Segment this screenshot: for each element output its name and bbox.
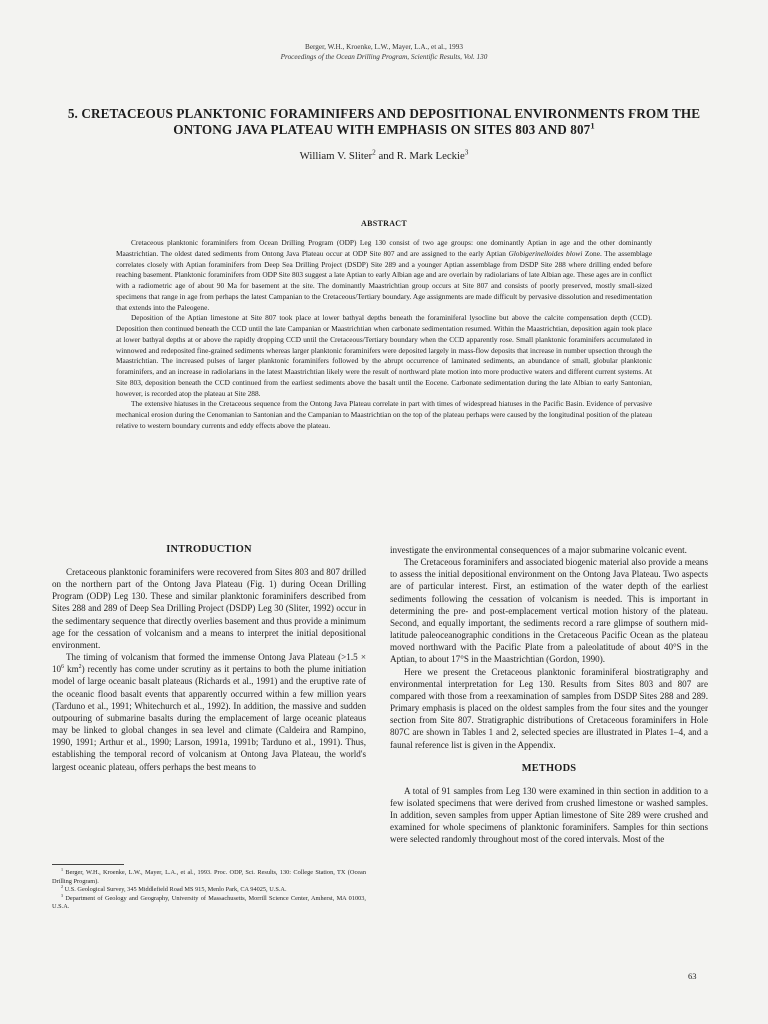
footnote-rule: [52, 864, 124, 865]
abstract-heading: ABSTRACT: [361, 219, 407, 228]
footnote-mark: 2: [61, 884, 64, 890]
introduction-heading: INTRODUCTION: [166, 544, 252, 555]
methods-paragraph-1: A total of 91 samples from Leg 130 were examined in thin section in addition to a few isolated specimens that were derived from crushed limestone or washed samples. In addition, seven samples from upper Aptian limestone of Site 289 were crushed and examined for whole specimens of planktonic foraminifers. Samples for thin sections were selected randomly throughout most of the cored intervals. Most of the: [390, 785, 708, 845]
footnotes: [52, 864, 366, 912]
intro-paragraph-3: The Cretaceous foraminifers and associated biogenic material also provide a means to assess the initial depositional environment on the Ontong Java Plateau. Two aspects are of particular interest. First, an estimation of the water depth of the earliest sediments following the cessation of volcanism is needed. This is important in determining the pre- and post-emplacement vertical motion history of the plateau. Second, and equally important, the sediments record a rare glimpse of southern mid-latitude paleoceanographic conditions in the Cretaceous Pacific Ocean as the plateau moved northward with the Pacific Plate from a paleolatitude of about 40°S in the Aptian, to about 17°S in the Maastrichtian (Gordon, 1990).: [390, 557, 708, 665]
citation-line: Berger, W.H., Kroenke, L.W., Mayer, L.A., et al., 1993: [305, 43, 463, 51]
intro-p2-part-a: The timing of volcanism that formed the immense Ontong Java Plateau (>1.5 × 10: [52, 652, 366, 675]
footnote-text: Department of Geology and Geography, University of Massachusetts, Morrill Science Center, Amherst, MA 01003, U.S.A.: [52, 894, 366, 911]
abstract-p1-part-b: Zone. The assemblage correlates closely with Aptian foraminifers from Deep Sea Drilling Project (DSDP) Site 289 and a younger Aptian assemblage from DSDP Site 288 where drilling ended before reaching basement. Planktonic foraminifers from ODP Site 803 suggest a late Aptian to early Albian age and are overlain by radiolarians of late Albian age. These ages are in conflict with a radiometric age of about 90 Ma for basement at the site. The dominantly Maastrichtian group occurs at Site 807 and consists of poorly preserved, mostly small-sized specimens that range in age from perhaps the latest Campanian to the Cretaceous/Tertiary boundary. Age assignments are made difficult by pervasive dissolution and resedimentation that extends into the Paleogene.: [116, 248, 652, 312]
page-number: 63: [688, 971, 697, 981]
footnote-1: [52, 866, 366, 886]
footnote-mark: 1: [61, 866, 64, 872]
abstract-p1-part-a: Cretaceous planktonic foraminifers from Ocean Drilling Program (ODP) Leg 130 consist of two age groups: one dominantly Aptian in age and the other dominantly Maastrichtian. The oldest dated sediments from Ontong Java Plateau occur at ODP Site 807 and are assigned to the early Aptian: [116, 238, 652, 258]
author-2-note: 3: [464, 148, 469, 157]
abstract-paragraph-3: The extensive hiatuses in the Cretaceous sequence from the Ontong Java Plateau correlate in part with times of widespread hiatuses in the Pacific Basin. Evidence of pervasive mechanical erosion during the Cenomanian to Santonian and the Campanian to Maastrichtian on the top of the plateau perhaps were caused by the longitudinal position of the plateau relative to western boundary currents and eddy effects above the plateau.: [116, 399, 652, 430]
abstract-paragraph-2: Deposition of the Aptian limestone at Site 807 took place at lower bathyal depths beneath the foraminiferal lysocline but above the calcite compensation depth (CCD). Deposition then continued beneath the CCD until the late Campanian or Maastrichtian when carbonate sedimentation resumed. Within the Maastrichtian, deposition again took place at lower bathyal depths at or above the rapidly dropping CCD until the Cretaceous/Tertiary boundary when the CCD apparently rose. Small planktonic foraminifers accumulated in winnowed and redeposited fine-grained sediments whereas larger planktonic foraminifers were deposited largely in mass-flow deposits that increase in number upsection through the Maastrichtian. The increased pulses of larger planktonic foraminifers followed by the abrupt occurrence of laminated sediments, an abundance of small, globular planktonic foraminifers, and an increase in radiolarians in the latest Maastrichtian likely were the result of northward plate motion into more productive waters and different current systems. At Site 803, deposition beneath the CCD continued from the earliest sediments above the basalt until the Eocene. Carbonate sedimentation during the late Albian to early Santonian, however, is recorded atop the plateau at Site 288.: [116, 313, 652, 398]
title-text: 5. CRETACEOUS PLANKTONIC FORAMINIFERS AND DEPOSITIONAL ENVIRONMENTS FROM THE ONTONG JAVA PLATEAU WITH EMPHASIS ON SITES 803 AND 807: [67, 106, 701, 137]
author-1-note: 2: [372, 148, 376, 157]
right-column: [390, 544, 708, 845]
intro-paragraph-4: Here we present the Cretaceous planktonic foraminiferal biostratigraphy and environmental interpretation for Leg 130. Results from Sites 803 and 807 are compared with those from a reexamination of samples from DSDP Sites 288 and 289. Primary emphasis is placed on the oldest samples from the four sites and the younger section from Site 807. Stratigraphic distributions of Cretaceous foraminifers in Hole 807C are shown in Tables 1 and 2, selected species are illustrated in Plates 1–4, and a faunal reference list is given in the Appendix.: [390, 666, 708, 750]
running-head: [0, 42, 768, 62]
intro-p2-exponent: 6: [61, 664, 65, 671]
footnote-text: U.S. Geological Survey, 345 Middlefield Road MS 915, Menlo Park, CA 94025, U.S.A.: [63, 886, 287, 894]
author-1: William V. Sliter: [299, 150, 373, 162]
footnote-3: [52, 892, 366, 912]
intro-paragraph-1: Cretaceous planktonic foraminifers were recovered from Sites 803 and 807 drilled on the northern part of the Ontong Java Plateau (Fig. 1) during Ocean Drilling Program (ODP) Leg 130. These and similar planktonic foraminifers described from Sites 288 and 289 of Deep Sea Drilling Project (DSDP) Leg 30 (Sliter, 1992) occur in the sedimentary sequence that directly overlies basement and thus provide a minimum age for the cessation of volcanism and a means to interpret the initial depositional environment.: [52, 567, 366, 650]
abstract-body: [116, 238, 652, 432]
journal-line: Proceedings of the Ocean Drilling Program, Scientific Results, Vol. 130: [280, 53, 488, 61]
footnote-mark: 3: [61, 892, 64, 898]
intro-paragraph-2-continued: investigate the environmental consequences of a major submarine volcanic event.: [390, 545, 687, 555]
author-joiner: and: [375, 150, 397, 162]
author-line: [0, 150, 768, 162]
methods-heading: METHODS: [521, 762, 577, 774]
intro-p2-exponent-2: 2: [78, 664, 82, 671]
footnote-text: Berger, W.H., Kroenke, L.W., Mayer, L.A., et al., 1993. Proc. ODP, Sci. Results, 130: College Station, TX (Ocean Drilling Program).: [52, 869, 366, 885]
footnote-2: [52, 886, 366, 895]
abstract-paragraph-1: [116, 238, 652, 313]
left-column: [52, 544, 366, 773]
intro-paragraph-2: [52, 651, 366, 773]
author-2: R. Mark Leckie: [396, 150, 465, 162]
intro-p2-unit: km: [64, 664, 79, 675]
title-footnote-mark: 1: [590, 120, 595, 131]
species-name: Globigerinelloides blowi: [508, 248, 583, 258]
intro-p2-part-b: ) recently has come under scrutiny as it pertains to both the plume initiation model of large oceanic basalt plateaus (Richards et al., 1991) and the eruptive rate of the oceanic flood basalt events that apparently occurred within a few million years (Tarduno et al., 1991; Whitechurch et al., 1992). In addition, the massive and sudden outpouring of submarine basalts during the emplacement of large oceanic plateaus may be linked to global changes in sea level and climate (Caldeira and Rampino, 1990, 1991; Arthur et al., 1990; Larson, 1991a, 1991b; Tarduno et al., 1991). Thus, establishing the temporal record of volcanism at Ontong Java Plateau, the world's largest oceanic plateau, offers perhaps the best means to: [52, 664, 366, 772]
paper-title: [60, 106, 708, 138]
